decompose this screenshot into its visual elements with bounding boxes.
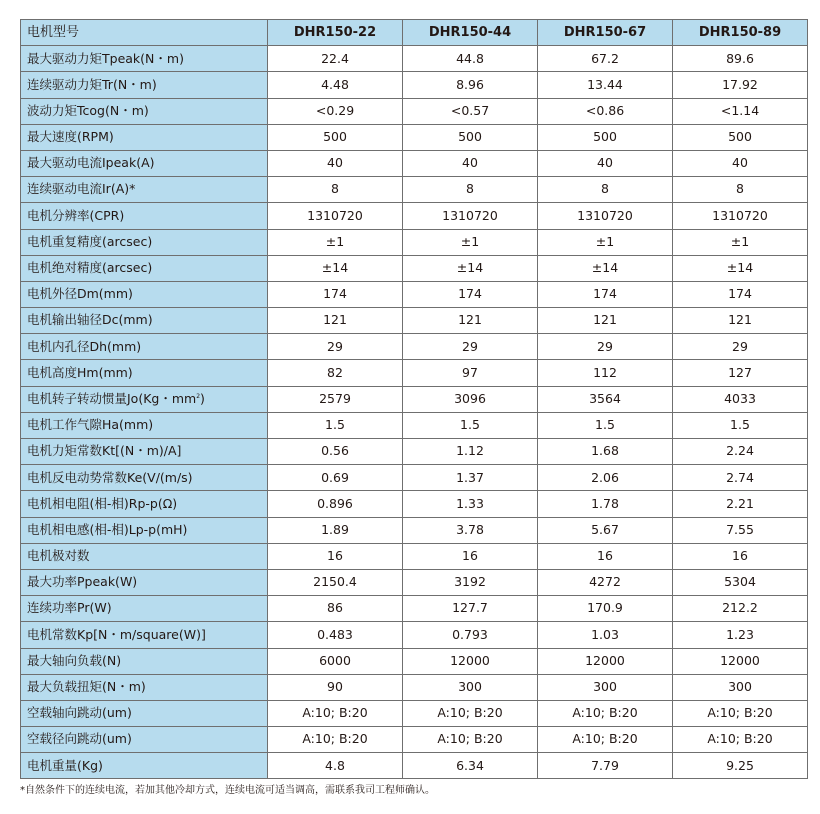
- value-cell: 500: [673, 124, 808, 150]
- value-cell: 0.483: [268, 622, 403, 648]
- row-label: 电机内孔径Dh(mm): [21, 334, 268, 360]
- table-row: [21, 412, 808, 438]
- header-cell-model: DHR150-89: [673, 20, 808, 46]
- value-cell: 170.9: [538, 596, 673, 622]
- row-label: 电机重量(Kg): [21, 753, 268, 779]
- row-label: 空载轴向跳动(um): [21, 700, 268, 726]
- value-cell: <1.14: [673, 98, 808, 124]
- value-cell: 29: [403, 334, 538, 360]
- row-label: 波动力矩Tcog(N・m): [21, 98, 268, 124]
- value-cell: 16: [268, 543, 403, 569]
- value-cell: 4272: [538, 569, 673, 595]
- value-cell: 127.7: [403, 596, 538, 622]
- value-cell: 2.74: [673, 465, 808, 491]
- value-cell: 44.8: [403, 46, 538, 72]
- value-cell: <0.57: [403, 98, 538, 124]
- value-cell: 40: [403, 150, 538, 176]
- row-label: 电机极对数: [21, 543, 268, 569]
- value-cell: 6.34: [403, 753, 538, 779]
- value-cell: 12000: [403, 648, 538, 674]
- table-row: [21, 543, 808, 569]
- spec-table: [20, 19, 808, 779]
- row-label: 最大功率Ppeak(W): [21, 569, 268, 595]
- table-row: [21, 727, 808, 753]
- value-cell: 1.03: [538, 622, 673, 648]
- row-label: 电机重复精度(arcsec): [21, 229, 268, 255]
- value-cell: 2.21: [673, 491, 808, 517]
- value-cell: 1.12: [403, 439, 538, 465]
- value-cell: 0.69: [268, 465, 403, 491]
- value-cell: 22.4: [268, 46, 403, 72]
- value-cell: 500: [403, 124, 538, 150]
- value-cell: 16: [673, 543, 808, 569]
- value-cell: 174: [538, 281, 673, 307]
- table-row: [21, 229, 808, 255]
- header-cell-model: DHR150-22: [268, 20, 403, 46]
- table-row: [21, 465, 808, 491]
- value-cell: 86: [268, 596, 403, 622]
- value-cell: 6000: [268, 648, 403, 674]
- value-cell: 121: [538, 308, 673, 334]
- value-cell: 1310720: [673, 203, 808, 229]
- value-cell: 212.2: [673, 596, 808, 622]
- value-cell: 0.56: [268, 439, 403, 465]
- value-cell: A:10; B:20: [403, 700, 538, 726]
- value-cell: 300: [673, 674, 808, 700]
- value-cell: 5304: [673, 569, 808, 595]
- row-label: 电机工作气隙Ha(mm): [21, 412, 268, 438]
- table-row: [21, 386, 808, 412]
- value-cell: 121: [673, 308, 808, 334]
- row-label: 电机反电动势常数Ke(V/(m/s): [21, 465, 268, 491]
- table-row: [21, 360, 808, 386]
- value-cell: 8: [268, 177, 403, 203]
- value-cell: 17.92: [673, 72, 808, 98]
- header-cell-model: DHR150-67: [538, 20, 673, 46]
- table-row: [21, 517, 808, 543]
- table-row: [21, 177, 808, 203]
- value-cell: 1.33: [403, 491, 538, 517]
- value-cell: 500: [538, 124, 673, 150]
- value-cell: A:10; B:20: [268, 700, 403, 726]
- row-label: [21, 386, 268, 412]
- row-label: 最大轴向负载(N): [21, 648, 268, 674]
- table-row: [21, 46, 808, 72]
- value-cell: ±1: [403, 229, 538, 255]
- value-cell: 40: [538, 150, 673, 176]
- value-cell: 8: [403, 177, 538, 203]
- value-cell: 1310720: [268, 203, 403, 229]
- table-row: [21, 150, 808, 176]
- value-cell: 4.48: [268, 72, 403, 98]
- table-row: [21, 203, 808, 229]
- row-label: 电机常数Kp[N・m/square(W)]: [21, 622, 268, 648]
- table-row: [21, 569, 808, 595]
- value-cell: 12000: [673, 648, 808, 674]
- value-cell: 1.5: [538, 412, 673, 438]
- table-row: [21, 491, 808, 517]
- row-label: 电机输出轴径Dc(mm): [21, 308, 268, 334]
- row-label: 最大驱动电流Ipeak(A): [21, 150, 268, 176]
- value-cell: 174: [268, 281, 403, 307]
- value-cell: 3192: [403, 569, 538, 595]
- value-cell: 29: [268, 334, 403, 360]
- row-label: 最大驱动力矩Tpeak(N・m): [21, 46, 268, 72]
- value-cell: ±1: [538, 229, 673, 255]
- value-cell: 1.5: [673, 412, 808, 438]
- row-label: 连续驱动力矩Tr(N・m): [21, 72, 268, 98]
- row-label: 电机力矩常数Kt[(N・m)/A]: [21, 439, 268, 465]
- value-cell: 9.25: [673, 753, 808, 779]
- row-label: 电机分辨率(CPR): [21, 203, 268, 229]
- value-cell: 3096: [403, 386, 538, 412]
- value-cell: 1.23: [673, 622, 808, 648]
- value-cell: <0.86: [538, 98, 673, 124]
- value-cell: 7.55: [673, 517, 808, 543]
- value-cell: 67.2: [538, 46, 673, 72]
- value-cell: 127: [673, 360, 808, 386]
- row-label: 电机相电感(相-相)Lp-p(mH): [21, 517, 268, 543]
- table-row: [21, 281, 808, 307]
- value-cell: ±1: [268, 229, 403, 255]
- table-row: [21, 255, 808, 281]
- value-cell: 16: [403, 543, 538, 569]
- value-cell: 2150.4: [268, 569, 403, 595]
- row-label: 空载径向跳动(um): [21, 727, 268, 753]
- row-label-suffix: ): [200, 390, 205, 406]
- table-row: [21, 674, 808, 700]
- value-cell: 1.5: [268, 412, 403, 438]
- row-label: 最大速度(RPM): [21, 124, 268, 150]
- value-cell: <0.29: [268, 98, 403, 124]
- value-cell: 300: [538, 674, 673, 700]
- row-label-superscript: 2: [196, 392, 201, 400]
- value-cell: 5.67: [538, 517, 673, 543]
- value-cell: 8: [538, 177, 673, 203]
- value-cell: ±1: [673, 229, 808, 255]
- value-cell: 8.96: [403, 72, 538, 98]
- row-label: 连续驱动电流Ir(A)*: [21, 177, 268, 203]
- value-cell: 1.78: [538, 491, 673, 517]
- row-label: 电机外径Dm(mm): [21, 281, 268, 307]
- value-cell: 300: [403, 674, 538, 700]
- value-cell: 174: [673, 281, 808, 307]
- value-cell: ±14: [403, 255, 538, 281]
- header-row: [21, 20, 808, 46]
- value-cell: 29: [673, 334, 808, 360]
- value-cell: A:10; B:20: [403, 727, 538, 753]
- table-row: [21, 648, 808, 674]
- value-cell: 121: [268, 308, 403, 334]
- table-row: [21, 439, 808, 465]
- footnote: *自然条件下的连续电流，若加其他冷却方式，连续电流可适当调高，需联系我司工程师确认。: [20, 785, 435, 796]
- value-cell: 1.89: [268, 517, 403, 543]
- value-cell: 3564: [538, 386, 673, 412]
- value-cell: 174: [403, 281, 538, 307]
- row-label: 连续功率Pr(W): [21, 596, 268, 622]
- value-cell: ±14: [673, 255, 808, 281]
- row-label: 电机相电阻(相-相)Rp-p(Ω): [21, 491, 268, 517]
- value-cell: A:10; B:20: [673, 700, 808, 726]
- value-cell: 40: [673, 150, 808, 176]
- value-cell: 82: [268, 360, 403, 386]
- value-cell: 500: [268, 124, 403, 150]
- value-cell: 0.896: [268, 491, 403, 517]
- value-cell: A:10; B:20: [538, 727, 673, 753]
- row-label-text: 电机转子转动惯量Jo(Kg・mm: [27, 390, 197, 406]
- value-cell: 4033: [673, 386, 808, 412]
- value-cell: 89.6: [673, 46, 808, 72]
- table-row: [21, 98, 808, 124]
- value-cell: 12000: [538, 648, 673, 674]
- value-cell: 2.24: [673, 439, 808, 465]
- row-label: 电机绝对精度(arcsec): [21, 255, 268, 281]
- value-cell: 2579: [268, 386, 403, 412]
- value-cell: 3.78: [403, 517, 538, 543]
- value-cell: ±14: [268, 255, 403, 281]
- value-cell: 8: [673, 177, 808, 203]
- table-row: [21, 124, 808, 150]
- row-label: 电机高度Hm(mm): [21, 360, 268, 386]
- value-cell: 112: [538, 360, 673, 386]
- table-row: [21, 308, 808, 334]
- value-cell: 90: [268, 674, 403, 700]
- header-cell-model: DHR150-44: [403, 20, 538, 46]
- value-cell: 7.79: [538, 753, 673, 779]
- header-cell-model-label: 电机型号: [21, 20, 268, 46]
- value-cell: 2.06: [538, 465, 673, 491]
- value-cell: A:10; B:20: [268, 727, 403, 753]
- value-cell: A:10; B:20: [673, 727, 808, 753]
- value-cell: 16: [538, 543, 673, 569]
- value-cell: 1.5: [403, 412, 538, 438]
- value-cell: 4.8: [268, 753, 403, 779]
- table-row: [21, 72, 808, 98]
- value-cell: A:10; B:20: [538, 700, 673, 726]
- spec-body: [21, 46, 808, 779]
- table-row: [21, 622, 808, 648]
- value-cell: 1310720: [403, 203, 538, 229]
- table-row: [21, 334, 808, 360]
- value-cell: 0.793: [403, 622, 538, 648]
- value-cell: ±14: [538, 255, 673, 281]
- value-cell: 1310720: [538, 203, 673, 229]
- value-cell: 29: [538, 334, 673, 360]
- table-row: [21, 753, 808, 779]
- table-row: [21, 596, 808, 622]
- value-cell: 13.44: [538, 72, 673, 98]
- value-cell: 40: [268, 150, 403, 176]
- value-cell: 97: [403, 360, 538, 386]
- row-label: 最大负载扭矩(N・m): [21, 674, 268, 700]
- table-row: [21, 700, 808, 726]
- value-cell: 1.68: [538, 439, 673, 465]
- value-cell: 121: [403, 308, 538, 334]
- value-cell: 1.37: [403, 465, 538, 491]
